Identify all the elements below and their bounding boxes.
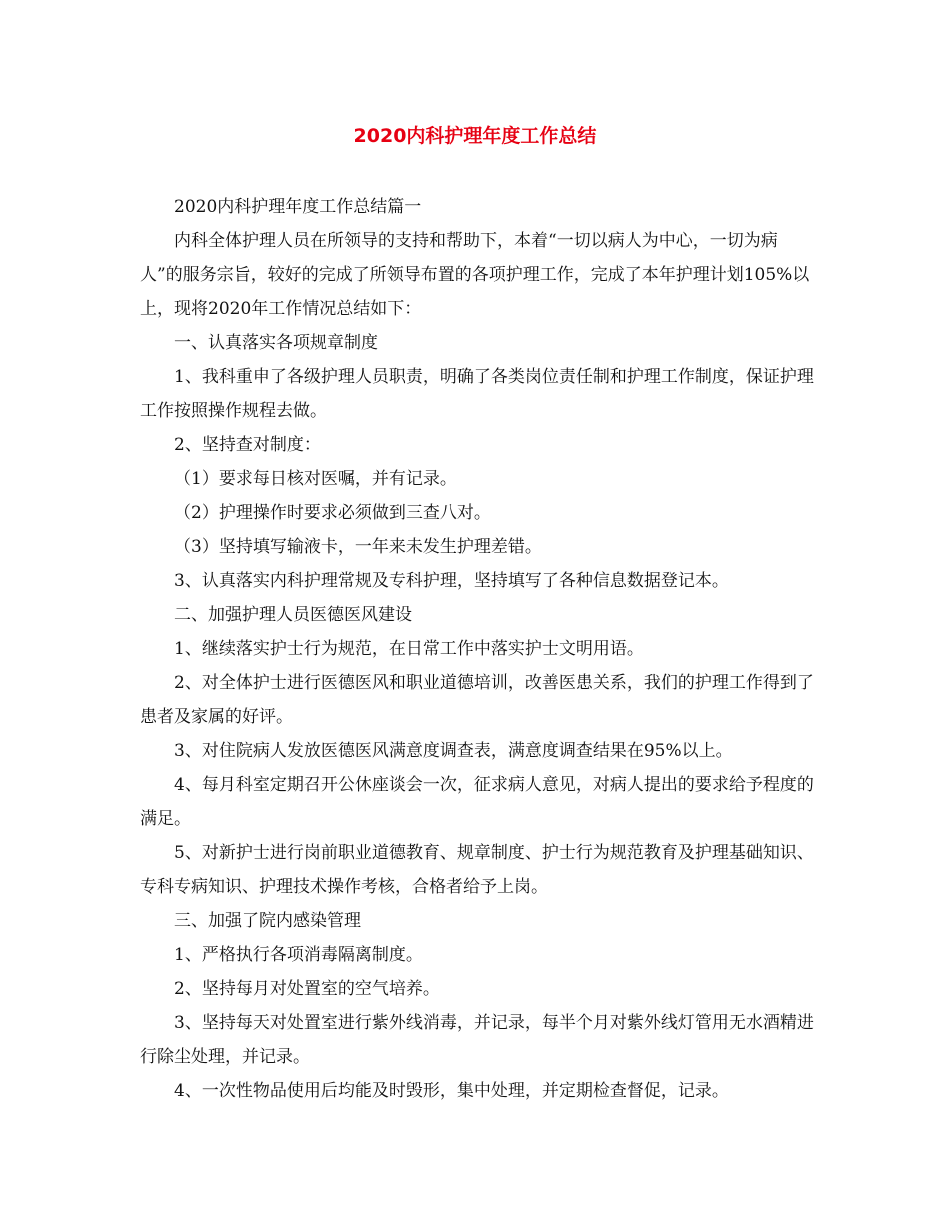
- paragraph: （2）护理操作时要求必须做到三查八对。: [174, 503, 491, 523]
- paragraph: 1、严格执行各项消毒隔离制度。: [174, 945, 423, 965]
- paragraph: 3、认真落实内科护理常规及专科护理，坚持填写了各种信息数据登记本。: [174, 571, 729, 591]
- document-title: 2020内科护理年度工作总结: [353, 125, 597, 147]
- paragraph: 2、对全体护士进行医德医风和职业道德培训，改善医患关系，我们的护理工作得到了患者及家属的好评。: [140, 673, 814, 727]
- paragraph: 5、对新护士进行岗前职业道德教育、规章制度、护士行为规范教育及护理基础知识、专科专病知识、护理技术操作考核，合格者给予上岗。: [140, 843, 814, 897]
- paragraph: 3、对住院病人发放医德医风满意度调查表，满意度调查结果在95%以上。: [174, 741, 733, 761]
- paragraph: （1）要求每日核对医嘱，并有记录。: [174, 469, 457, 489]
- paragraph: 2、坚持查对制度：: [174, 435, 321, 455]
- paragraph: 内科全体护理人员在所领导的支持和帮助下，本着“一切以病人为中心，一切为病人”的服务宗旨，较好的完成了所领导布置的各项护理工作，完成了本年护理计划105%以上，现将2020年工作情况总结如下：: [140, 231, 810, 319]
- document-body: [140, 190, 816, 1108]
- section-heading: 二、加强护理人员医德医风建设: [174, 605, 412, 625]
- paragraph: 2、坚持每月对处置室的空气培养。: [174, 979, 440, 999]
- paragraph: 1、我科重申了各级护理人员职责，明确了各类岗位责任制和护理工作制度，保证护理工作按照操作规程去做。: [140, 367, 814, 421]
- paragraph: （3）坚持填写输液卡，一年来未发生护理差错。: [174, 537, 542, 557]
- paragraph: 4、一次性物品使用后均能及时毁形，集中处理，并定期检查督促，记录。: [174, 1081, 729, 1101]
- paragraph: 3、坚持每天对处置室进行紫外线消毒，并记录，每半个月对紫外线灯管用无水酒精进行除尘处理，并记录。: [140, 1013, 814, 1067]
- paragraph: 4、每月科室定期召开公休座谈会一次，征求病人意见，对病人提出的要求给予程度的满足。: [140, 775, 814, 829]
- paragraph: 1、继续落实护士行为规范，在日常工作中落实护士文明用语。: [174, 639, 644, 659]
- paragraph: 2020内科护理年度工作总结篇一: [174, 197, 422, 217]
- section-heading: 三、加强了院内感染管理: [174, 911, 361, 931]
- section-heading: 一、认真落实各项规章制度: [174, 333, 378, 353]
